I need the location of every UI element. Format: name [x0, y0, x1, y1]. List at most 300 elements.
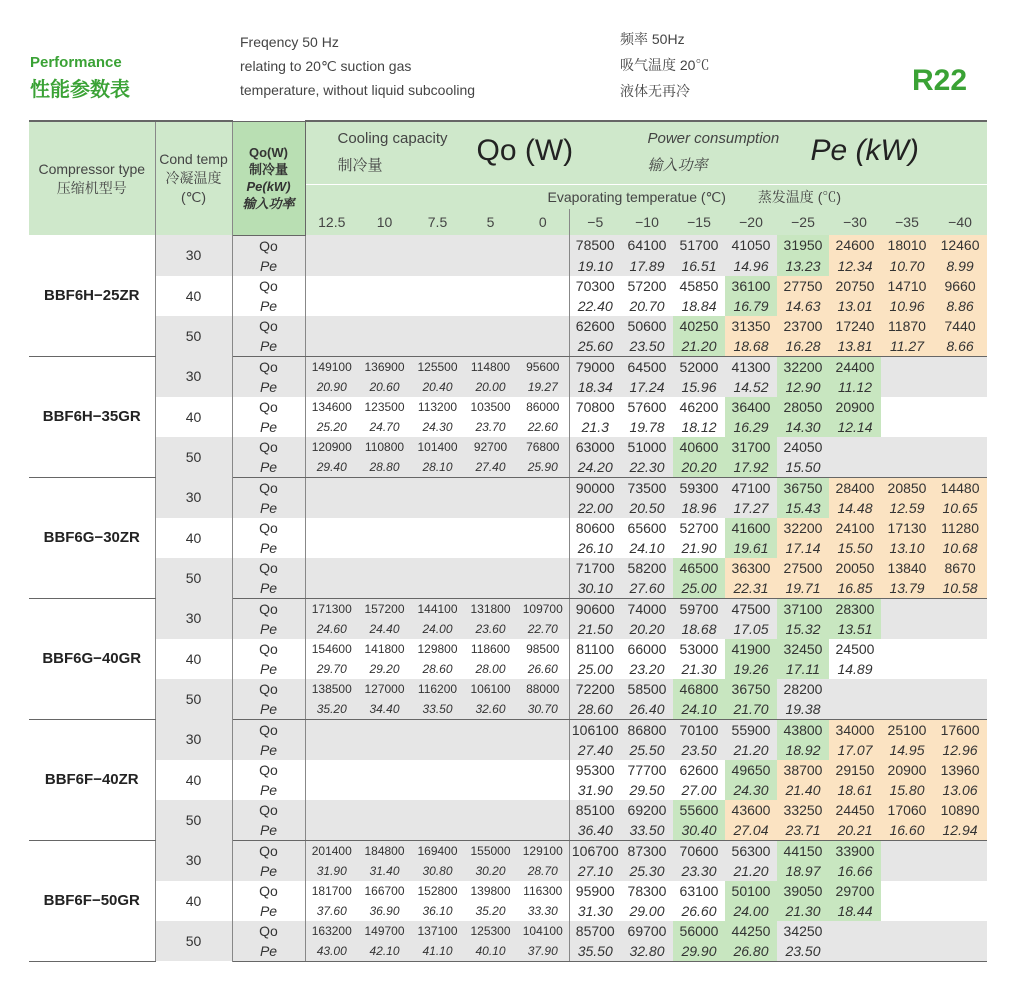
qo-value-cell: 18010: [881, 235, 933, 256]
pe-value-cell: 14.63: [777, 296, 829, 316]
qo-value-cell: 86800: [621, 719, 673, 740]
header-cond-unit: (℃): [180, 189, 207, 205]
pe-value-cell: 43.00: [305, 941, 358, 962]
qo-value-cell: 17240: [829, 316, 881, 336]
pe-value-cell: 22.40: [577, 297, 613, 314]
pe-value-cell: 16.29: [725, 417, 777, 437]
qo-value-cell: 70300: [575, 277, 615, 294]
pe-value-cell: 18.84: [681, 297, 717, 314]
note-cn-1: 频率 50Hz: [620, 31, 685, 47]
pe-value-cell: [411, 780, 464, 800]
pe-value-cell: 23.71: [777, 820, 829, 841]
qo-value-cell: [881, 921, 933, 941]
pe-value-cell: 27.00: [681, 781, 717, 798]
qo-value-cell: [358, 719, 411, 740]
power-consumption-en: Power consumption: [647, 130, 780, 147]
pe-value-cell: [464, 336, 517, 357]
header-compressor-type: [29, 121, 155, 235]
pe-value-cell: [517, 498, 569, 518]
pe-value-cell: [933, 901, 987, 921]
pe-value-cell: 10.96: [881, 296, 933, 316]
pe-label: Pe: [232, 336, 305, 357]
pe-value-cell: [358, 538, 411, 558]
table-header: [29, 121, 987, 235]
pe-value-cell: 18.44: [829, 901, 881, 921]
qo-value-cell: 17600: [933, 719, 987, 740]
qo-value-cell: 125300: [464, 921, 517, 941]
header-type-en: Compressor type: [38, 160, 146, 177]
pe-value-cell: 14.89: [837, 660, 873, 677]
qo-value-cell: [305, 800, 358, 820]
qo-value-cell: 85100: [569, 800, 621, 820]
qo-value-cell: [358, 276, 411, 296]
pe-value-cell: 17.89: [621, 256, 673, 276]
pe-value-cell: 22.70: [517, 619, 569, 639]
pe-value-cell: [464, 740, 517, 760]
qo-value-cell: 70800: [575, 398, 615, 415]
evap-temp-col: 5: [464, 209, 517, 235]
pe-value-cell: 16.28: [777, 336, 829, 357]
qo-value-cell: 59300: [673, 477, 725, 498]
pe-value-cell: 40.10: [464, 941, 517, 962]
pe-value-cell: 36.90: [369, 903, 400, 918]
pe-value-cell: 26.10: [577, 539, 613, 556]
qo-value-cell: 116300: [517, 881, 569, 901]
cond-temp-value: 40: [155, 276, 232, 316]
qo-value-cell: [411, 276, 464, 296]
qo-value-cell: 32200: [777, 356, 829, 377]
qo-value-cell: [517, 760, 569, 780]
qo-value-cell: [881, 840, 933, 861]
qo-value-cell: 87300: [621, 840, 673, 861]
pe-value-cell: 18.96: [673, 498, 725, 518]
table-row: [29, 719, 987, 740]
qo-value-cell: 31350: [725, 316, 777, 336]
pe-value-cell: [881, 901, 933, 921]
performance-table: [29, 120, 987, 962]
pe-value-cell: 24.30: [725, 780, 777, 800]
refrigerant-label: R22: [912, 64, 968, 97]
qo-value-cell: [464, 760, 517, 780]
qo-value-cell: 31700: [725, 437, 777, 457]
pe-value-cell: 21.40: [777, 780, 829, 800]
qo-value-cell: 36750: [725, 679, 777, 699]
pe-value-cell: [305, 820, 358, 841]
cond-temp-value: 50: [155, 316, 232, 357]
pe-value-cell: 23.20: [629, 660, 665, 677]
qo-value-cell: 118600: [470, 641, 511, 656]
qo-label: Qo: [232, 639, 305, 659]
qo-value-cell: 64100: [621, 235, 673, 256]
qo-value-cell: 56000: [673, 921, 725, 941]
qo-value-cell: [933, 356, 987, 377]
qo-value-cell: [881, 598, 933, 619]
pe-label: Pe: [232, 457, 305, 478]
qo-value-cell: 106100: [464, 679, 517, 699]
qo-value-cell: 113200: [417, 399, 458, 414]
qo-value-cell: 109700: [517, 598, 569, 619]
qo-value-cell: [933, 598, 987, 619]
pe-value-cell: 8.86: [933, 296, 987, 316]
qo-value-cell: 24600: [829, 235, 881, 256]
pe-value-cell: [411, 578, 464, 599]
qo-value-cell: [358, 800, 411, 820]
pe-value-cell: [358, 498, 411, 518]
pe-label: Pe: [232, 377, 305, 397]
cond-temp-value: 50: [155, 921, 232, 962]
pe-value-cell: 25.20: [316, 419, 347, 434]
cond-temp-value: 30: [155, 719, 232, 760]
pe-value-cell: 24.70: [369, 419, 400, 434]
pe-value-cell: 21.30: [681, 660, 717, 677]
qo-value-cell: [829, 921, 881, 941]
cond-temp-value: 40: [155, 881, 232, 921]
qo-value-cell: 70600: [673, 840, 725, 861]
qo-value-cell: 116200: [411, 679, 464, 699]
qo-value-cell: 32450: [777, 639, 829, 659]
pe-value-cell: 25.00: [577, 660, 613, 677]
qo-value-cell: 103500: [470, 399, 511, 414]
pe-big-label: Pe (kW): [810, 134, 919, 167]
qo-value-cell: 69200: [621, 800, 673, 820]
pe-value-cell: 31.40: [358, 861, 411, 881]
pe-value-cell: 18.92: [777, 740, 829, 760]
pe-value-cell: 13.23: [777, 256, 829, 276]
pe-value-cell: 21.20: [673, 336, 725, 357]
pe-value-cell: 17.14: [777, 538, 829, 558]
pe-value-cell: 12.59: [881, 498, 933, 518]
cond-temp-value: 50: [155, 558, 232, 599]
qo-value-cell: 8670: [933, 558, 987, 578]
evap-temp-col: −25: [777, 209, 829, 235]
qo-value-cell: 36750: [777, 477, 829, 498]
evap-temp-col: 12.5: [305, 209, 358, 235]
qo-label: Qo: [232, 276, 305, 296]
pe-value-cell: 19.27: [517, 377, 569, 397]
qo-value-cell: 95600: [517, 356, 569, 377]
qo-value-cell: 43800: [777, 719, 829, 740]
qo-value-cell: [881, 397, 933, 417]
qo-value-cell: [933, 437, 987, 457]
pe-value-cell: [358, 780, 411, 800]
pe-value-cell: 25.60: [569, 336, 621, 357]
table-row: [29, 276, 987, 296]
pe-value-cell: 23.30: [673, 861, 725, 881]
pe-value-cell: [829, 457, 881, 478]
qo-label: Qo: [232, 477, 305, 498]
qo-value-cell: [933, 639, 987, 659]
pe-value-cell: 27.10: [569, 861, 621, 881]
header-capacity: [305, 121, 987, 185]
qo-value-cell: 33250: [777, 800, 829, 820]
qo-value-cell: 37100: [777, 598, 829, 619]
qo-value-cell: 129100: [517, 840, 569, 861]
pe-value-cell: 26.40: [621, 699, 673, 720]
qo-value-cell: 46200: [679, 398, 719, 415]
qo-value-cell: 20050: [829, 558, 881, 578]
pe-value-cell: 24.40: [358, 619, 411, 639]
pe-value-cell: 32.80: [621, 941, 673, 962]
qo-value-cell: 139800: [470, 883, 511, 898]
table-row: [29, 437, 987, 457]
pe-value-cell: 24.10: [629, 539, 665, 556]
qo-value-cell: [464, 477, 517, 498]
qo-value-cell: [829, 679, 881, 699]
pe-value-cell: 16.85: [829, 578, 881, 599]
evap-temp-col: −15: [673, 209, 725, 235]
pe-value-cell: 24.20: [569, 457, 621, 478]
qo-value-cell: 131800: [464, 598, 517, 619]
pe-value-cell: [881, 457, 933, 478]
qo-value-cell: 41050: [725, 235, 777, 256]
pe-label: Pe: [232, 699, 305, 720]
pe-value-cell: 36.10: [422, 903, 453, 918]
pe-value-cell: 10.58: [933, 578, 987, 599]
pe-value-cell: [411, 820, 464, 841]
qo-value-cell: 136900: [358, 356, 411, 377]
pe-value-cell: 25.90: [517, 457, 569, 478]
pe-value-cell: 13.51: [829, 619, 881, 639]
qo-value-cell: 123500: [364, 399, 405, 414]
pe-label: Pe: [232, 901, 305, 921]
header-qo-2: 制冷量: [248, 162, 288, 177]
cond-temp-value: 40: [155, 639, 232, 679]
qo-value-cell: 149700: [358, 921, 411, 941]
qo-value-cell: [517, 235, 569, 256]
header-evap-temp: [305, 185, 987, 210]
table-row: [29, 881, 987, 901]
pe-value-cell: 31.90: [577, 781, 613, 798]
pe-value-cell: 29.00: [629, 902, 665, 919]
qo-value-cell: 149100: [305, 356, 358, 377]
pe-value-cell: 30.40: [673, 820, 725, 841]
qo-value-cell: 14480: [933, 477, 987, 498]
note-en-3: temperature, without liquid subcooling: [240, 82, 476, 98]
model-name: BBF6F−50GR: [29, 840, 155, 961]
qo-value-cell: 7440: [933, 316, 987, 336]
qo-value-cell: 70100: [673, 719, 725, 740]
qo-value-cell: 20750: [829, 276, 881, 296]
note-cn-2: 吸气温度 20℃: [620, 57, 710, 73]
pe-value-cell: 12.90: [777, 377, 829, 397]
pe-value-cell: 31.30: [577, 902, 613, 919]
pe-value-cell: [358, 336, 411, 357]
qo-value-cell: 144100: [411, 598, 464, 619]
qo-value-cell: 36300: [725, 558, 777, 578]
qo-value-cell: 78300: [627, 882, 667, 899]
qo-value-cell: 44250: [725, 921, 777, 941]
qo-value-cell: [305, 558, 358, 578]
evap-temp-col: −10: [621, 209, 673, 235]
qo-value-cell: 24500: [835, 640, 875, 657]
qo-value-cell: 63000: [569, 437, 621, 457]
qo-value-cell: [517, 719, 569, 740]
qo-value-cell: 152800: [417, 883, 458, 898]
qo-value-cell: 69700: [621, 921, 673, 941]
header-qo-1: Qo(W): [249, 145, 288, 160]
pe-value-cell: 24.30: [422, 419, 453, 434]
evap-temp-col: −30: [829, 209, 881, 235]
pe-value-cell: [411, 336, 464, 357]
pe-value-cell: 23.60: [464, 619, 517, 639]
qo-value-cell: 49650: [725, 760, 777, 780]
qo-value-cell: 101400: [411, 437, 464, 457]
evap-temp-col: −40: [933, 209, 987, 235]
evap-temp-col: 0: [517, 209, 569, 235]
qo-value-cell: 73500: [621, 477, 673, 498]
qo-value-cell: 104100: [517, 921, 569, 941]
qo-value-cell: 66000: [627, 640, 667, 657]
pe-value-cell: 13.01: [829, 296, 881, 316]
pe-value-cell: [305, 740, 358, 760]
pe-value-cell: 8.66: [933, 336, 987, 357]
qo-value-cell: 52700: [679, 519, 719, 536]
evap-temp-en: Evaporating temperatue (℃): [547, 189, 726, 205]
pe-value-cell: 13.06: [933, 780, 987, 800]
evap-temp-col: −5: [569, 209, 621, 235]
qo-value-cell: [358, 518, 411, 538]
table-row: [29, 639, 987, 659]
pe-value-cell: 20.40: [411, 377, 464, 397]
pe-value-cell: 17.11: [777, 659, 829, 679]
qo-value-cell: 38700: [777, 760, 829, 780]
pe-value-cell: 12.14: [829, 417, 881, 437]
qo-label: Qo: [232, 921, 305, 941]
qo-value-cell: 36400: [725, 397, 777, 417]
qo-value-cell: 74000: [621, 598, 673, 619]
pe-value-cell: [881, 861, 933, 881]
pe-value-cell: 24.10: [673, 699, 725, 720]
qo-value-cell: 56300: [725, 840, 777, 861]
qo-value-cell: 45850: [679, 277, 719, 294]
pe-value-cell: 37.90: [517, 941, 569, 962]
pe-value-cell: [881, 377, 933, 397]
qo-value-cell: [464, 719, 517, 740]
qo-value-cell: 57200: [627, 277, 667, 294]
pe-value-cell: 35.20: [475, 903, 506, 918]
qo-value-cell: 27750: [777, 276, 829, 296]
qo-value-cell: 57600: [627, 398, 667, 415]
pe-value-cell: [305, 336, 358, 357]
header-qo-3: Pe(kW): [246, 179, 291, 194]
pe-value-cell: [933, 659, 987, 679]
qo-value-cell: 34250: [777, 921, 829, 941]
pe-value-cell: 12.96: [933, 740, 987, 760]
pe-value-cell: 17.05: [725, 619, 777, 639]
qo-value-cell: [358, 760, 411, 780]
pe-value-cell: 30.20: [464, 861, 517, 881]
pe-value-cell: 10.70: [881, 256, 933, 276]
qo-value-cell: 31950: [777, 235, 829, 256]
pe-value-cell: 21.20: [725, 861, 777, 881]
qo-value-cell: [881, 881, 933, 901]
qo-value-cell: 120900: [305, 437, 358, 457]
model-name: BBF6F−40ZR: [29, 719, 155, 840]
qo-value-cell: 171300: [305, 598, 358, 619]
qo-value-cell: 14710: [881, 276, 933, 296]
qo-value-cell: 23700: [777, 316, 829, 336]
qo-value-cell: 163200: [305, 921, 358, 941]
pe-value-cell: 28.10: [411, 457, 464, 478]
qo-value-cell: 201400: [305, 840, 358, 861]
cond-temp-value: 40: [155, 518, 232, 558]
qo-value-cell: 155000: [464, 840, 517, 861]
pe-value-cell: 19.78: [629, 418, 665, 435]
qo-value-cell: [411, 558, 464, 578]
pe-value-cell: [881, 619, 933, 639]
qo-value-cell: 110800: [358, 437, 411, 457]
header-cond-cn: 冷凝温度: [165, 170, 222, 186]
pe-value-cell: 19.61: [725, 538, 777, 558]
qo-value-cell: 58200: [621, 558, 673, 578]
pe-value-cell: [305, 296, 358, 316]
qo-value-cell: 39050: [777, 881, 829, 901]
pe-value-cell: 20.00: [464, 377, 517, 397]
qo-value-cell: [517, 477, 569, 498]
pe-value-cell: [933, 619, 987, 639]
pe-value-cell: [464, 256, 517, 276]
model-name: BBF6G−40GR: [29, 598, 155, 719]
pe-value-cell: 18.61: [829, 780, 881, 800]
qo-value-cell: [411, 477, 464, 498]
pe-value-cell: [829, 941, 881, 962]
pe-label: Pe: [232, 619, 305, 639]
qo-value-cell: [881, 437, 933, 457]
pe-value-cell: [464, 296, 517, 316]
qo-value-cell: [517, 276, 569, 296]
qo-value-cell: [358, 558, 411, 578]
qo-label: Qo: [232, 719, 305, 740]
pe-value-cell: [517, 740, 569, 760]
header-qo-4: 输入功率: [242, 196, 295, 211]
pe-value-cell: 27.04: [725, 820, 777, 841]
pe-value-cell: 10.68: [933, 538, 987, 558]
pe-value-cell: 17.92: [725, 457, 777, 478]
pe-label: Pe: [232, 820, 305, 841]
pe-value-cell: 16.79: [725, 296, 777, 316]
pe-value-cell: 15.96: [673, 377, 725, 397]
pe-value-cell: 35.50: [569, 941, 621, 962]
qo-value-cell: 41600: [725, 518, 777, 538]
qo-value-cell: 59700: [673, 598, 725, 619]
pe-value-cell: 33.50: [411, 699, 464, 720]
evap-temp-col: −20: [725, 209, 777, 235]
qo-value-cell: 169400: [411, 840, 464, 861]
pe-value-cell: 20.50: [621, 498, 673, 518]
table-body: [29, 235, 987, 961]
qo-value-cell: [881, 679, 933, 699]
pe-value-cell: 33.30: [517, 901, 569, 921]
cooling-capacity-cn: 制冷量: [337, 157, 383, 174]
pe-value-cell: 32.60: [464, 699, 517, 720]
pe-value-cell: 10.65: [933, 498, 987, 518]
qo-value-cell: 55900: [725, 719, 777, 740]
qo-value-cell: [933, 397, 987, 417]
pe-value-cell: 17.24: [621, 377, 673, 397]
pe-value-cell: 13.10: [881, 538, 933, 558]
pe-value-cell: 12.94: [933, 820, 987, 841]
cond-temp-value: 30: [155, 598, 232, 639]
pe-value-cell: [464, 578, 517, 599]
cond-temp-value: 50: [155, 800, 232, 841]
pe-value-cell: [517, 256, 569, 276]
pe-value-cell: 37.60: [316, 903, 347, 918]
pe-label: Pe: [232, 498, 305, 518]
pe-value-cell: [305, 578, 358, 599]
model-name: BBF6H−35GR: [29, 356, 155, 477]
pe-value-cell: 30.70: [517, 699, 569, 720]
pe-value-cell: 8.99: [933, 256, 987, 276]
